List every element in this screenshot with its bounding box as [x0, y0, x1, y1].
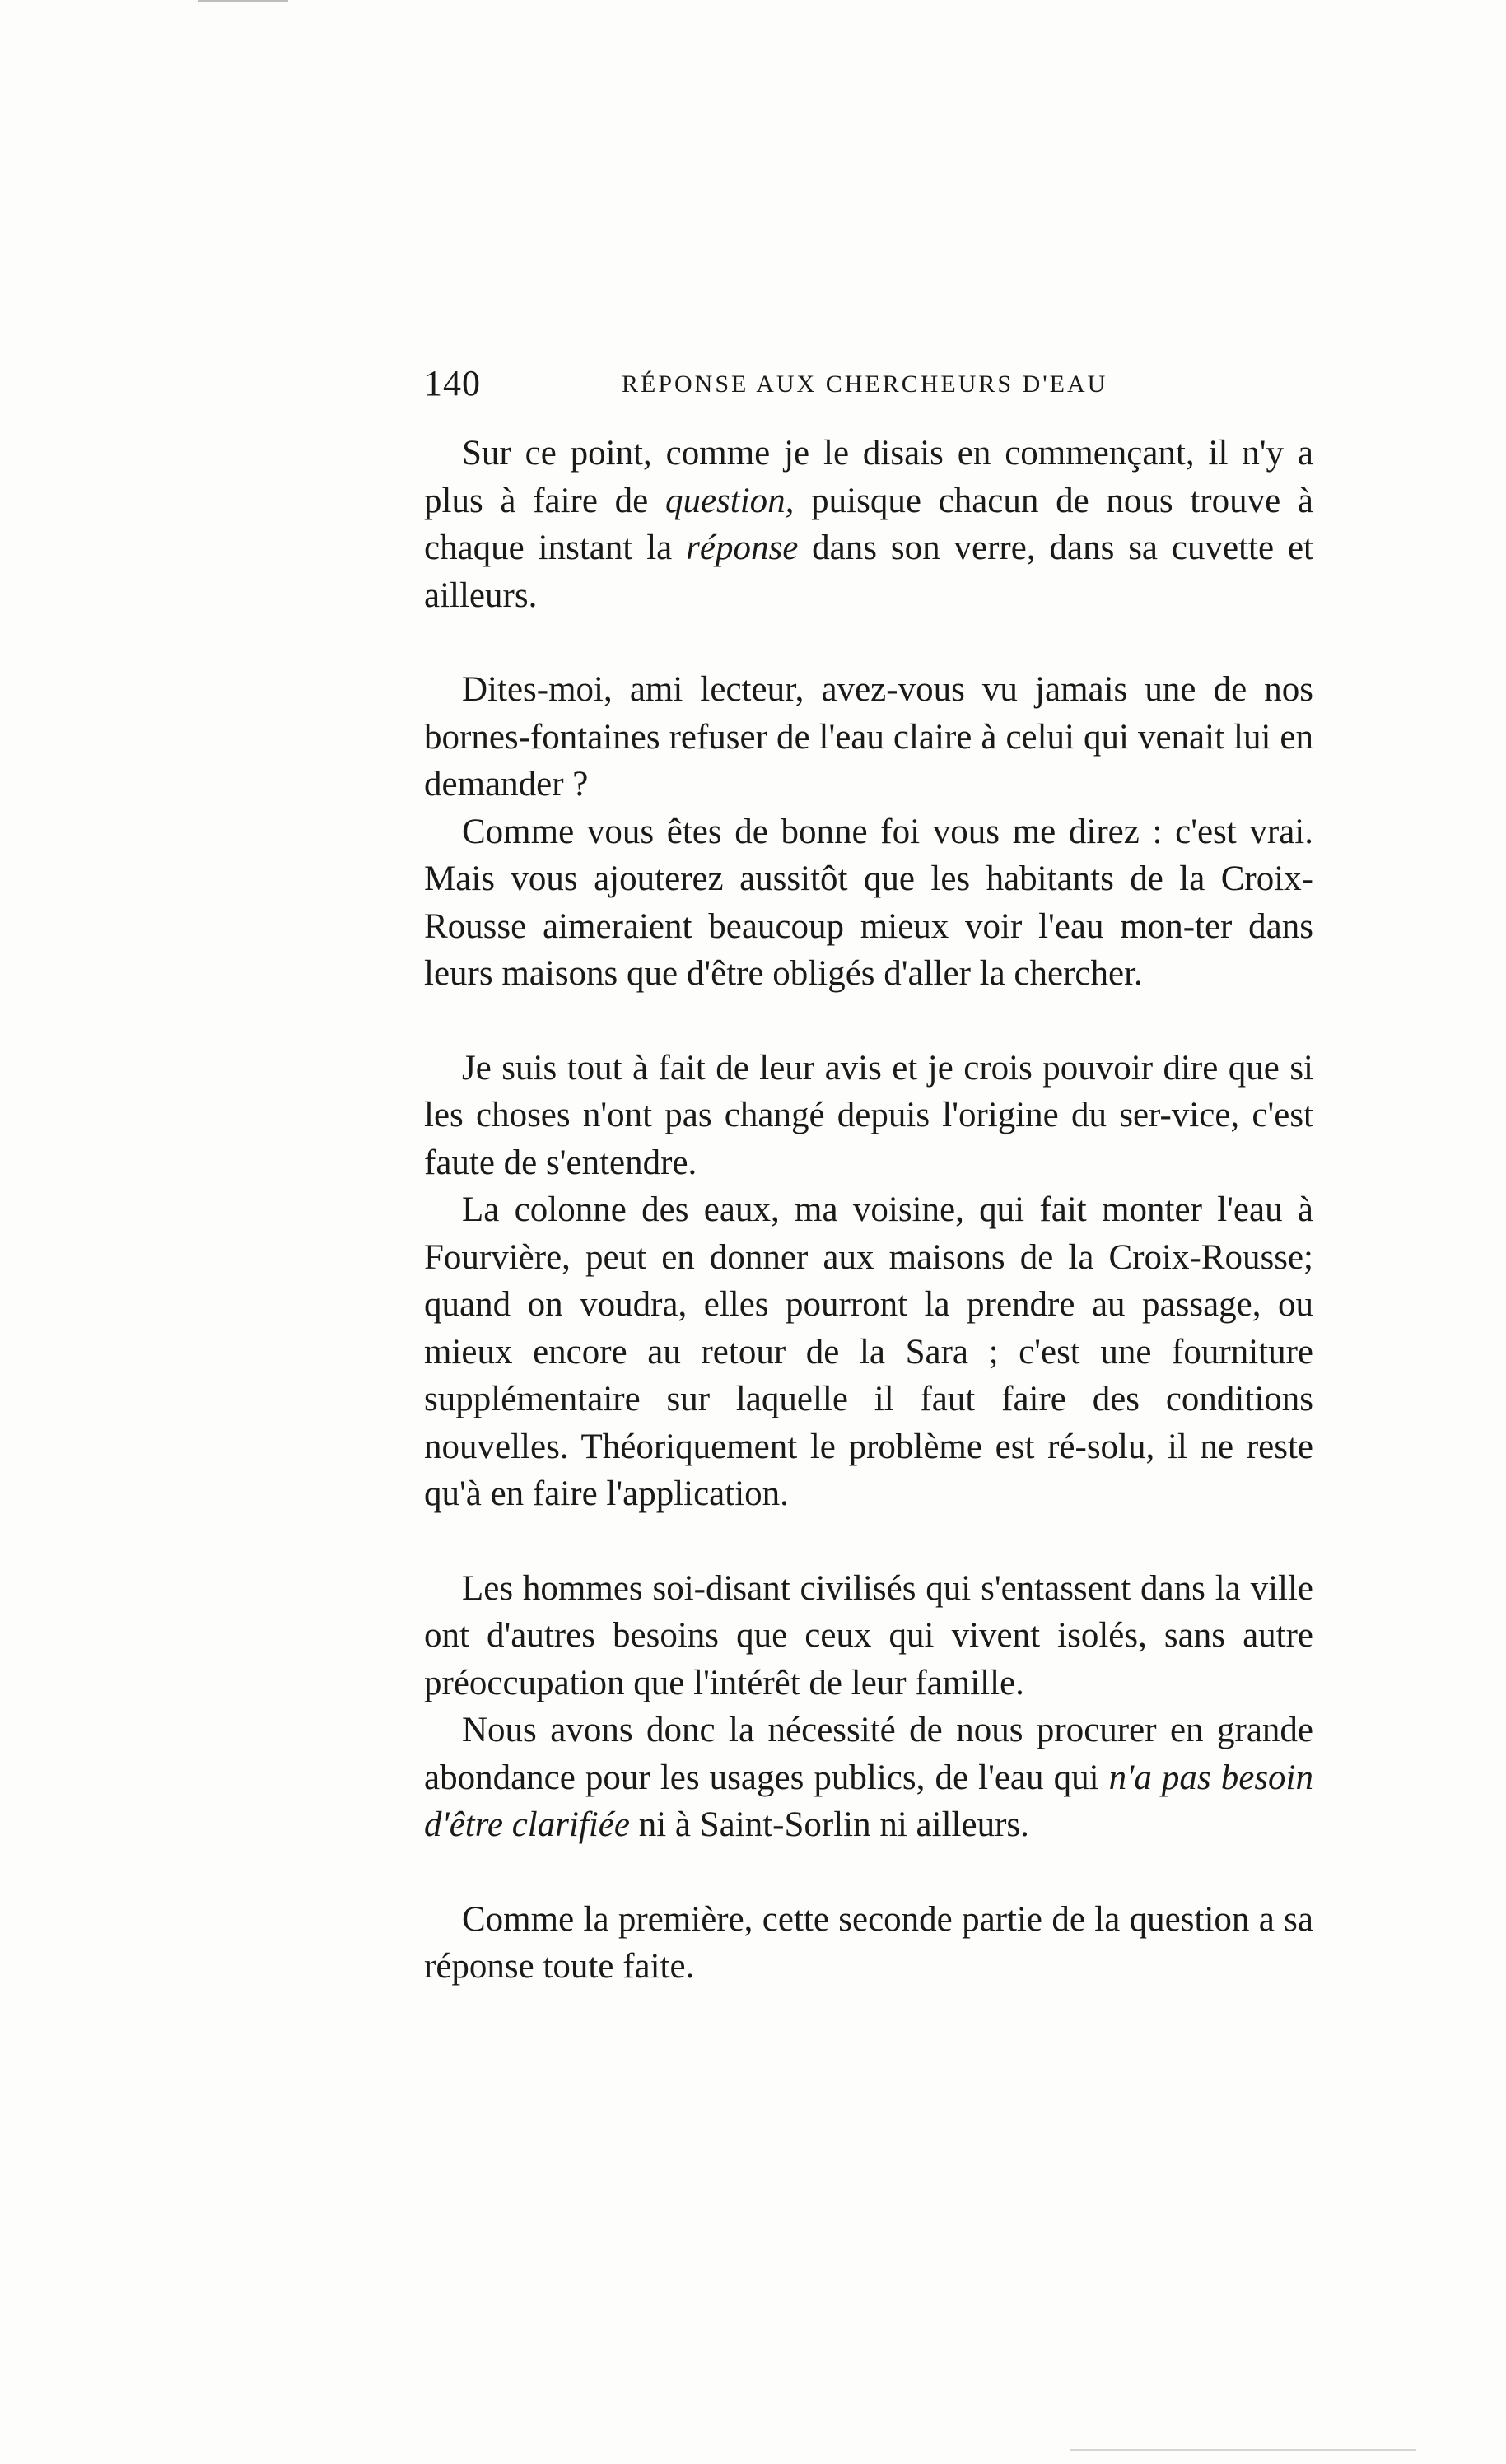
paragraph-6: Les hommes soi-disant civilisés qui s'entassent dans la ville ont d'autres besoins que ceux qui vivent isolés, sans autre préoccupation que l'intérêt de leur famille. [424, 1568, 1313, 1702]
scan-mark [198, 0, 288, 2]
paragraph-8: Comme la première, cette seconde partie de la question a sa réponse toute faite. [424, 1899, 1313, 1986]
italic-reponse: réponse [686, 529, 799, 567]
body-text [424, 430, 1313, 1991]
paragraph-1: Sur ce point, comme je le disais en commençant, il n'y a plus à faire de question, puisque chacun de nous trouve à chaque instant la réponse dans son verre, dans sa cuvette et ailleurs. [424, 434, 1314, 615]
paragraph-3: Comme vous êtes de bonne foi vous me direz : c'est vrai. Mais vous ajouterez aussitôt que les habitants de la Croix-Rousse aimeraient beaucoup mieux voir l'eau mon-ter dans leurs maisons que d'être obligés d'aller la chercher. [424, 812, 1313, 993]
running-title: RÉPONSE AUX CHERCHEURS D'EAU [622, 370, 1108, 398]
paragraph-4: Je suis tout à fait de leur avis et je crois pouvoir dire que si les choses n'ont pas changé depuis l'origine du ser-vice, c'est faute de s'entendre. [424, 1048, 1313, 1182]
italic-phrase: n'a pas besoin d'être clarifiée [424, 1758, 1313, 1844]
italic-question: question, [664, 481, 795, 520]
paragraph-7: Nous avons donc la nécessité de nous procurer en grande abondance pour les usages publics, de l'eau qui n'a pas besoin d'être clarifiée ni à Saint-Sorlin ni ailleurs. [424, 1711, 1313, 1844]
page-header [424, 362, 1330, 412]
scan-mark [1070, 2449, 1416, 2451]
page-number: 140 [424, 363, 481, 403]
paragraph-2: Dites-moi, ami lecteur, avez-vous vu jamais une de nos bornes-fontaines refuser de l'eau claire à celui qui venait lui en demander ? [424, 670, 1313, 803]
paragraph-5: La colonne des eaux, ma voisine, qui fait monter l'eau à Fourvière, peut en donner aux maisons de la Croix-Rousse; quand on voudra, elles pourront la prendre au passage, ou mieux encore au retour de la Sara ; c'est une fourniture supplémentaire sur laquelle il faut faire des conditions nouvelles. Théoriquement le problème est ré-solu, il ne reste qu'à en faire l'application. [424, 1190, 1313, 1513]
